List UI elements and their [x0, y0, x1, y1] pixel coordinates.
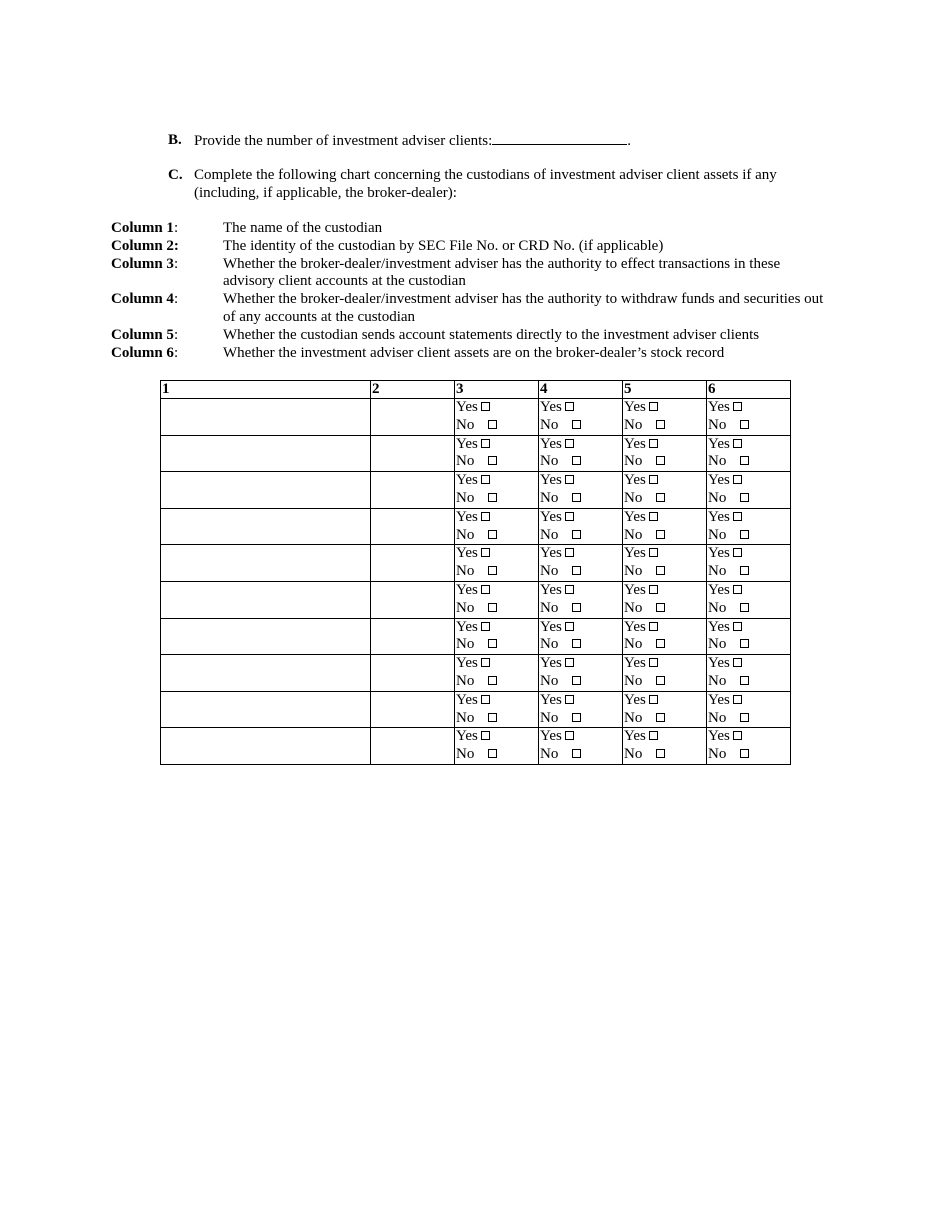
custodian-name-cell[interactable] — [161, 581, 371, 618]
column-definition: Column 5: Whether the custodian sends account statements directly to the investment adviser clients — [111, 327, 831, 345]
custodian-name-cell[interactable] — [161, 545, 371, 582]
yes-no-cell-col4 — [539, 472, 623, 509]
yes-no-cell-col4 — [539, 728, 623, 765]
no-checkbox[interactable] — [488, 566, 497, 575]
yes-checkbox[interactable] — [649, 585, 658, 594]
yes-label: Yes — [708, 399, 730, 415]
section-b-label: B. — [168, 132, 182, 148]
no-label: No — [708, 709, 727, 726]
yes-checkbox[interactable] — [733, 622, 742, 631]
yes-label: Yes — [708, 508, 730, 525]
no-label: No — [540, 709, 559, 726]
custodian-id-cell[interactable] — [371, 435, 455, 472]
column-header-1: 1 — [161, 381, 371, 399]
no-label: No — [540, 489, 559, 506]
yes-checkbox[interactable] — [649, 548, 658, 557]
custodian-name-cell[interactable] — [161, 435, 371, 472]
no-checkbox[interactable] — [740, 530, 749, 539]
yes-label: Yes — [456, 691, 478, 708]
no-label: No — [456, 416, 475, 433]
table-row — [161, 472, 791, 509]
yes-no-cell-col5 — [623, 472, 707, 509]
no-checkbox[interactable] — [740, 493, 749, 502]
yes-label: Yes — [708, 655, 730, 672]
yes-label: Yes — [708, 728, 730, 745]
no-checkbox[interactable] — [488, 639, 497, 648]
no-checkbox[interactable] — [740, 566, 749, 575]
no-checkbox[interactable] — [656, 713, 665, 722]
yes-no-cell-col5 — [623, 618, 707, 655]
yes-label: Yes — [708, 545, 730, 562]
no-checkbox[interactable] — [572, 566, 581, 575]
table-row — [161, 691, 791, 728]
yes-label: Yes — [708, 435, 730, 452]
table-row — [161, 581, 791, 618]
no-label: No — [708, 563, 727, 580]
yes-label: Yes — [540, 545, 562, 562]
no-label: No — [456, 636, 475, 653]
no-checkbox[interactable] — [572, 676, 581, 685]
yes-label: Yes — [624, 545, 646, 562]
no-checkbox[interactable] — [656, 676, 665, 685]
no-checkbox[interactable] — [488, 530, 497, 539]
no-checkbox[interactable] — [740, 603, 749, 612]
yes-label: Yes — [540, 691, 562, 708]
no-checkbox[interactable] — [656, 420, 665, 429]
no-checkbox[interactable] — [488, 713, 497, 722]
yes-no-cell-col6 — [707, 581, 791, 618]
yes-label: Yes — [624, 435, 646, 452]
no-label: No — [540, 746, 559, 763]
yes-checkbox[interactable] — [733, 731, 742, 740]
yes-checkbox[interactable] — [565, 658, 574, 667]
yes-checkbox[interactable] — [565, 585, 574, 594]
custodian-id-cell[interactable] — [371, 618, 455, 655]
no-label: No — [456, 489, 475, 506]
column-header-3: 3 — [455, 381, 539, 399]
yes-no-cell-col5 — [623, 581, 707, 618]
yes-label: Yes — [456, 545, 478, 562]
table-row — [161, 399, 791, 436]
yes-checkbox[interactable] — [481, 585, 490, 594]
custodian-id-cell[interactable] — [371, 728, 455, 765]
no-checkbox[interactable] — [572, 456, 581, 465]
yes-label: Yes — [624, 655, 646, 672]
yes-label: Yes — [540, 435, 562, 452]
yes-label: Yes — [708, 618, 730, 635]
yes-no-cell-col6 — [707, 545, 791, 582]
yes-no-cell-col6 — [707, 655, 791, 692]
custodian-name-cell[interactable] — [161, 655, 371, 692]
yes-no-cell-col3 — [455, 399, 539, 436]
yes-no-cell-col6 — [707, 399, 791, 436]
column-description: Whether the custodian sends account statements directly to the investment adviser clients — [223, 326, 760, 343]
no-checkbox[interactable] — [740, 713, 749, 722]
yes-checkbox[interactable] — [481, 402, 490, 411]
no-label: No — [624, 746, 643, 763]
yes-no-cell-col6 — [707, 618, 791, 655]
no-label: No — [708, 453, 727, 470]
no-checkbox[interactable] — [572, 603, 581, 612]
column-description: The name of the custodian — [223, 220, 383, 236]
column-definitions — [111, 220, 831, 362]
yes-label: Yes — [456, 728, 478, 745]
section-c — [168, 166, 848, 206]
no-label: No — [708, 416, 727, 433]
no-label: No — [540, 453, 559, 470]
custodian-name-cell[interactable] — [161, 399, 371, 436]
yes-no-cell-col4 — [539, 655, 623, 692]
yes-label: Yes — [540, 618, 562, 635]
yes-checkbox[interactable] — [733, 548, 742, 557]
custodian-id-cell[interactable] — [371, 545, 455, 582]
no-label: No — [456, 563, 475, 580]
yes-checkbox[interactable] — [565, 731, 574, 740]
no-label: No — [624, 416, 643, 433]
no-label: No — [624, 599, 643, 616]
yes-no-cell-col4 — [539, 508, 623, 545]
column-description: Whether the broker-dealer/investment adviser has the authority to effect transactions in these advisory client accounts at the custodian — [223, 255, 781, 290]
yes-checkbox[interactable] — [649, 475, 658, 484]
no-label: No — [708, 636, 727, 653]
custodian-id-cell[interactable] — [371, 691, 455, 728]
column-label: Column 6 — [111, 344, 174, 361]
table-header-row — [161, 381, 791, 399]
yes-checkbox[interactable] — [565, 695, 574, 704]
yes-label: Yes — [540, 728, 562, 745]
yes-label: Yes — [624, 472, 646, 489]
custodian-name-cell[interactable] — [161, 508, 371, 545]
yes-checkbox[interactable] — [733, 585, 742, 594]
table-row — [161, 655, 791, 692]
yes-label: Yes — [708, 581, 730, 598]
column-label: Column 4 — [111, 291, 174, 308]
yes-checkbox[interactable] — [649, 731, 658, 740]
section-b-suffix: . — [627, 133, 632, 149]
yes-no-cell-col3 — [455, 472, 539, 509]
no-checkbox[interactable] — [488, 676, 497, 685]
yes-label: Yes — [624, 618, 646, 635]
custodian-name-cell[interactable] — [161, 472, 371, 509]
no-label: No — [624, 489, 643, 506]
yes-label: Yes — [540, 655, 562, 672]
no-label: No — [624, 672, 643, 689]
no-checkbox[interactable] — [656, 493, 665, 502]
yes-label: Yes — [624, 581, 646, 598]
no-label: No — [624, 563, 643, 580]
yes-no-cell-col4 — [539, 399, 623, 436]
no-checkbox[interactable] — [740, 749, 749, 758]
yes-label: Yes — [624, 691, 646, 708]
no-label: No — [540, 563, 559, 580]
section-b-text: Provide the number of investment adviser clients: — [194, 133, 493, 149]
no-label: No — [624, 709, 643, 726]
yes-no-cell-col5 — [623, 728, 707, 765]
column-definition: Column 3: Whether the broker-dealer/investment adviser has the authority to effect transactions in these advisory client accounts at the custodian — [111, 256, 831, 292]
yes-label: Yes — [456, 581, 478, 598]
column-definition: Column 6: Whether the investment adviser client assets are on the broker-dealer’s stock record — [111, 345, 831, 363]
no-label: No — [456, 746, 475, 763]
yes-no-cell-col5 — [623, 435, 707, 472]
no-label: No — [708, 672, 727, 689]
yes-label: Yes — [540, 399, 562, 415]
yes-no-cell-col5 — [623, 655, 707, 692]
yes-checkbox[interactable] — [565, 402, 574, 411]
no-label: No — [624, 526, 643, 543]
no-checkbox[interactable] — [656, 456, 665, 465]
yes-checkbox[interactable] — [649, 695, 658, 704]
custodian-id-cell[interactable] — [371, 399, 455, 436]
yes-label: Yes — [540, 472, 562, 489]
yes-no-cell-col3 — [455, 728, 539, 765]
no-label: No — [456, 453, 475, 470]
yes-checkbox[interactable] — [733, 402, 742, 411]
yes-checkbox[interactable] — [733, 439, 742, 448]
no-checkbox[interactable] — [488, 420, 497, 429]
yes-checkbox[interactable] — [481, 512, 490, 521]
no-checkbox[interactable] — [572, 420, 581, 429]
yes-label: Yes — [456, 508, 478, 525]
no-checkbox[interactable] — [656, 530, 665, 539]
no-label: No — [456, 672, 475, 689]
no-label: No — [540, 416, 559, 433]
yes-no-cell-col3 — [455, 691, 539, 728]
yes-label: Yes — [456, 435, 478, 452]
yes-checkbox[interactable] — [733, 512, 742, 521]
yes-checkbox[interactable] — [565, 475, 574, 484]
yes-label: Yes — [624, 728, 646, 745]
yes-no-cell-col3 — [455, 435, 539, 472]
yes-checkbox[interactable] — [649, 512, 658, 521]
custodian-id-cell[interactable] — [371, 581, 455, 618]
no-checkbox[interactable] — [488, 493, 497, 502]
yes-label: Yes — [456, 399, 478, 415]
yes-checkbox[interactable] — [481, 439, 490, 448]
yes-no-cell-col5 — [623, 691, 707, 728]
no-checkbox[interactable] — [740, 639, 749, 648]
custodian-id-cell[interactable] — [371, 508, 455, 545]
yes-label: Yes — [456, 655, 478, 672]
yes-no-cell-col3 — [455, 508, 539, 545]
yes-label: Yes — [456, 618, 478, 635]
custodian-id-cell[interactable] — [371, 472, 455, 509]
no-label: No — [708, 599, 727, 616]
column-label: Column 3 — [111, 255, 174, 272]
no-checkbox[interactable] — [488, 456, 497, 465]
yes-checkbox[interactable] — [481, 622, 490, 631]
client-count-field[interactable] — [492, 131, 627, 145]
column-label: Column 5 — [111, 326, 174, 343]
yes-checkbox[interactable] — [733, 695, 742, 704]
table-row — [161, 728, 791, 765]
column-header-2: 2 — [371, 381, 455, 399]
column-definition: Column 1: The name of the custodian — [111, 220, 831, 238]
yes-no-cell-col6 — [707, 728, 791, 765]
yes-checkbox[interactable] — [481, 731, 490, 740]
yes-label: Yes — [540, 581, 562, 598]
section-c-text: Complete the following chart concerning the custodians of investment adviser client assets if any (including, if applicable, the broker-dealer): — [194, 167, 777, 201]
yes-checkbox[interactable] — [649, 439, 658, 448]
custodian-name-cell[interactable] — [161, 691, 371, 728]
column-definition: Column 4: Whether the broker-dealer/investment adviser has the authority to withdraw funds and securities out of any accounts at the custodian — [111, 291, 831, 327]
yes-label: Yes — [624, 508, 646, 525]
yes-label: Yes — [624, 399, 646, 415]
yes-checkbox[interactable] — [565, 439, 574, 448]
yes-no-cell-col3 — [455, 581, 539, 618]
no-label: No — [456, 709, 475, 726]
no-checkbox[interactable] — [488, 603, 497, 612]
yes-no-cell-col5 — [623, 399, 707, 436]
column-header-4: 4 — [539, 381, 623, 399]
no-checkbox[interactable] — [488, 749, 497, 758]
section-c-label: C. — [168, 167, 183, 183]
yes-no-cell-col6 — [707, 508, 791, 545]
column-description: Whether the investment adviser client assets are on the broker-dealer’s stock record — [223, 344, 725, 361]
yes-checkbox[interactable] — [649, 402, 658, 411]
yes-no-cell-col5 — [623, 508, 707, 545]
custodian-id-cell[interactable] — [371, 655, 455, 692]
table-row — [161, 545, 791, 582]
no-checkbox[interactable] — [572, 493, 581, 502]
yes-no-cell-col3 — [455, 655, 539, 692]
yes-no-cell-col4 — [539, 691, 623, 728]
no-label: No — [708, 746, 727, 763]
yes-checkbox[interactable] — [481, 475, 490, 484]
column-description: Whether the broker-dealer/investment adviser has the authority to withdraw funds and securities out of any accounts at the custodian — [223, 291, 824, 325]
column-description: The identity of the custodian by SEC File No. or CRD No. (if applicable) — [223, 237, 664, 254]
column-header-5: 5 — [623, 381, 707, 399]
no-label: No — [708, 489, 727, 506]
no-label: No — [540, 599, 559, 616]
no-label: No — [624, 636, 643, 653]
no-checkbox[interactable] — [656, 749, 665, 758]
no-label: No — [456, 526, 475, 543]
column-definition — [111, 238, 831, 256]
table-row — [161, 435, 791, 472]
no-checkbox[interactable] — [740, 456, 749, 465]
yes-label: Yes — [540, 508, 562, 525]
custodian-chart — [160, 380, 791, 765]
yes-label: Yes — [708, 472, 730, 489]
table-row — [161, 618, 791, 655]
no-checkbox[interactable] — [572, 530, 581, 539]
no-checkbox[interactable] — [572, 639, 581, 648]
column-header-6: 6 — [707, 381, 791, 399]
no-label: No — [540, 636, 559, 653]
no-checkbox[interactable] — [740, 420, 749, 429]
yes-checkbox[interactable] — [733, 658, 742, 667]
table-row — [161, 508, 791, 545]
yes-checkbox[interactable] — [565, 548, 574, 557]
yes-checkbox[interactable] — [481, 658, 490, 667]
yes-no-cell-col4 — [539, 581, 623, 618]
yes-no-cell-col5 — [623, 545, 707, 582]
no-label: No — [708, 526, 727, 543]
yes-checkbox[interactable] — [649, 658, 658, 667]
yes-checkbox[interactable] — [733, 475, 742, 484]
yes-checkbox[interactable] — [565, 622, 574, 631]
section-b — [168, 131, 848, 151]
custodian-name-cell[interactable] — [161, 728, 371, 765]
yes-no-cell-col3 — [455, 618, 539, 655]
yes-checkbox[interactable] — [481, 695, 490, 704]
no-checkbox[interactable] — [572, 713, 581, 722]
yes-label: Yes — [456, 472, 478, 489]
yes-no-cell-col6 — [707, 691, 791, 728]
no-label: No — [540, 526, 559, 543]
yes-no-cell-col6 — [707, 435, 791, 472]
no-checkbox[interactable] — [740, 676, 749, 685]
yes-no-cell-col3 — [455, 545, 539, 582]
yes-label: Yes — [708, 691, 730, 708]
yes-no-cell-col4 — [539, 618, 623, 655]
yes-checkbox[interactable] — [481, 548, 490, 557]
no-checkbox[interactable] — [656, 639, 665, 648]
yes-no-cell-col6 — [707, 472, 791, 509]
yes-checkbox[interactable] — [649, 622, 658, 631]
no-checkbox[interactable] — [656, 566, 665, 575]
column-label: Column 2: — [111, 237, 179, 254]
no-label: No — [624, 453, 643, 470]
no-label: No — [540, 672, 559, 689]
yes-checkbox[interactable] — [565, 512, 574, 521]
yes-no-cell-col4 — [539, 545, 623, 582]
yes-no-cell-col4 — [539, 435, 623, 472]
no-label: No — [456, 599, 475, 616]
custodian-name-cell[interactable] — [161, 618, 371, 655]
no-checkbox[interactable] — [656, 603, 665, 612]
no-checkbox[interactable] — [572, 749, 581, 758]
column-label: Column 1 — [111, 220, 174, 236]
